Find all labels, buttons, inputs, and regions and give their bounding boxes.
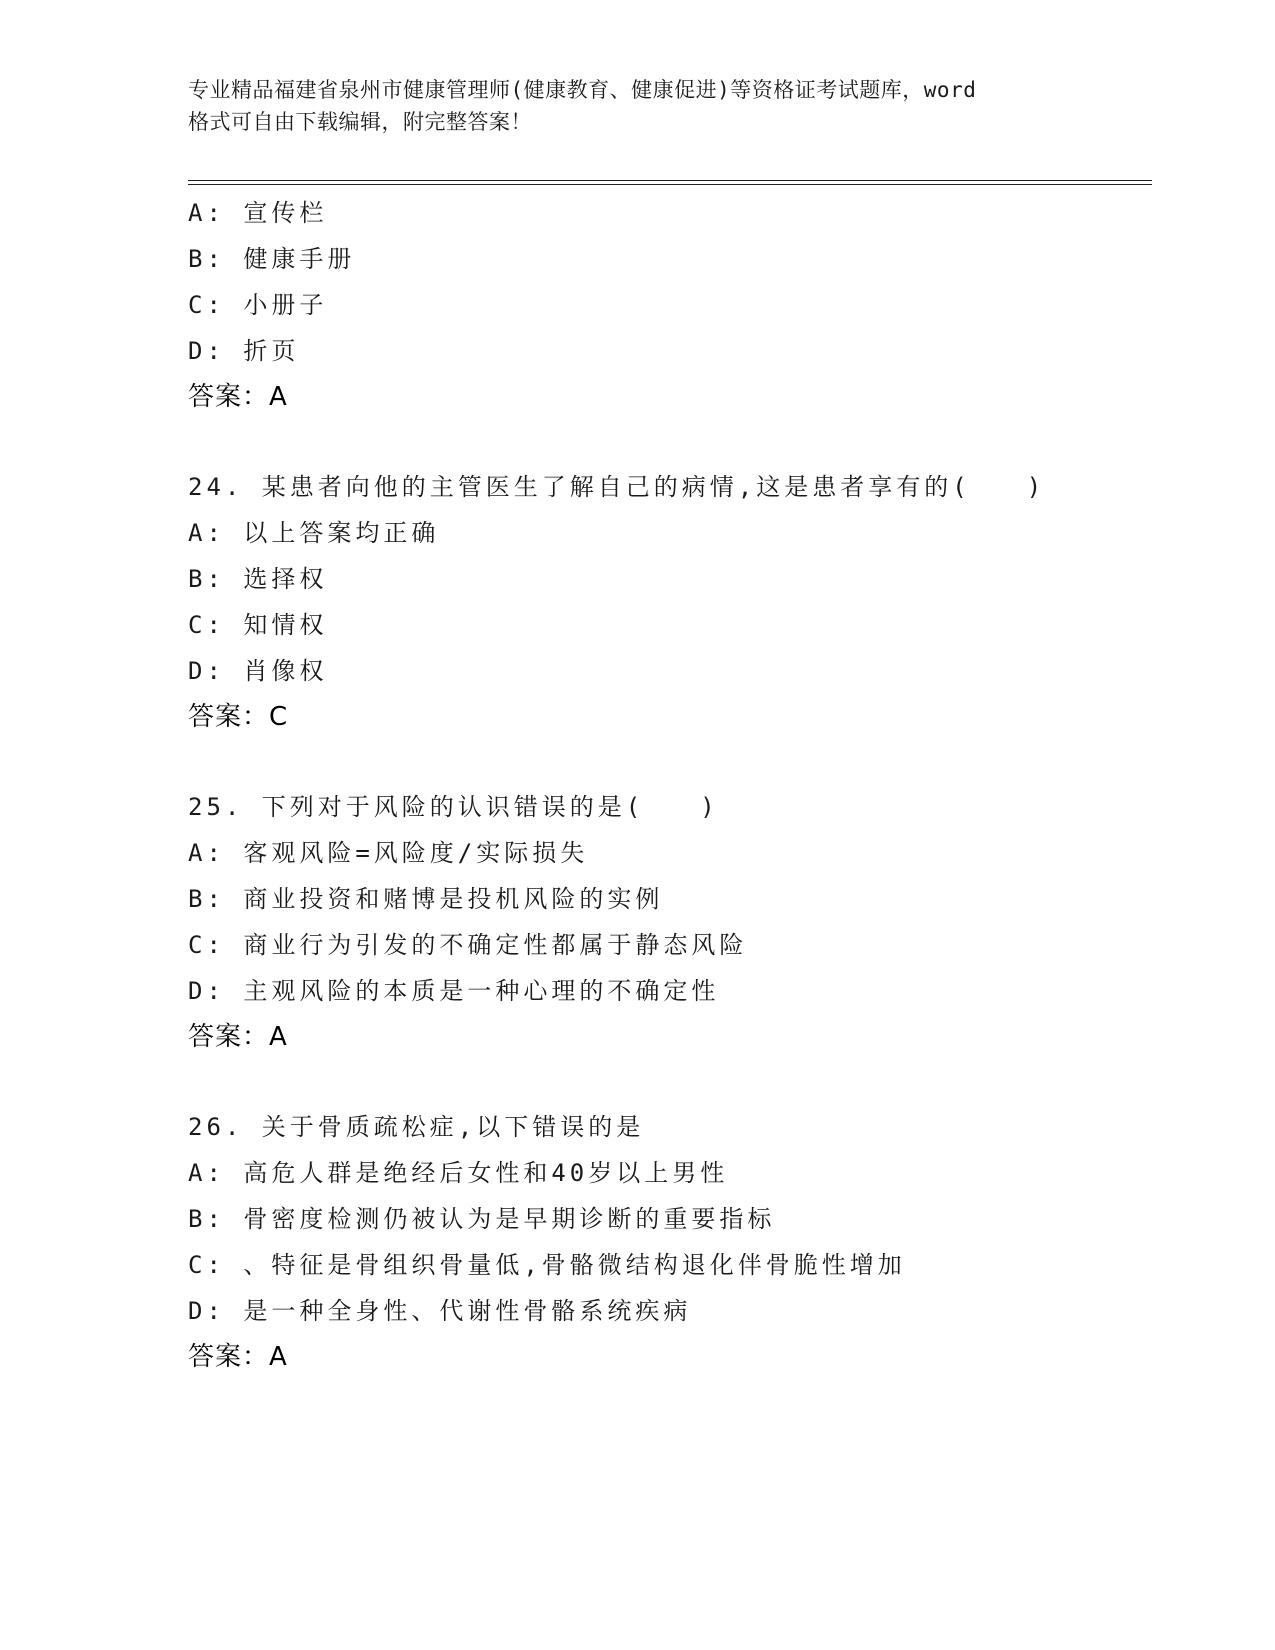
header-divider-bottom: [188, 184, 1152, 185]
option-b: B: 选择权: [188, 565, 328, 593]
option-b: B: 骨密度检测仍被认为是早期诊断的重要指标: [188, 1205, 776, 1233]
question-block: [188, 784, 1152, 1060]
document-header: [188, 74, 1088, 138]
option-b: B: 健康手册: [188, 245, 356, 273]
option-b: B: 商业投资和赌博是投机风险的实例: [188, 885, 664, 913]
answer-line: 答案：C: [188, 702, 289, 732]
option-c: C: 小册子: [188, 291, 328, 319]
option-d: D: 肖像权: [188, 657, 328, 685]
option-d: D: 主观风险的本质是一种心理的不确定性: [188, 977, 720, 1005]
option-a: A: 以上答案均正确: [188, 519, 440, 547]
option-a: A: 宣传栏: [188, 199, 328, 227]
option-a: A: 客观风险=风险度/实际损失: [188, 839, 589, 867]
answer-line: 答案：A: [188, 1342, 288, 1372]
option-c: C: 知情权: [188, 611, 328, 639]
header-line-1: 专业精品福建省泉州市健康管理师(健康教育、健康促进)等资格证考试题库，word: [188, 78, 977, 102]
question-text: 24. 某患者向他的主管医生了解自己的病情,这是患者享有的( ): [188, 473, 1046, 501]
header-line-2: 格式可自由下载编辑，附完整答案！: [188, 110, 532, 134]
option-d: D: 是一种全身性、代谢性骨骼系统疾病: [188, 1297, 692, 1325]
question-block: [188, 464, 1152, 740]
option-c: C: 、特征是骨组织骨量低,骨骼微结构退化伴骨脆性增加: [188, 1251, 906, 1279]
header-divider-top: [188, 180, 1152, 181]
option-a: A: 高危人群是绝经后女性和40岁以上男性: [188, 1159, 729, 1187]
question-block: [188, 190, 1152, 420]
question-block: [188, 1104, 1152, 1380]
question-list: [188, 190, 1152, 1380]
question-text: 25. 下列对于风险的认识错误的是( ): [188, 793, 719, 821]
option-c: C: 商业行为引发的不确定性都属于静态风险: [188, 931, 748, 959]
answer-line: 答案：A: [188, 1022, 288, 1052]
option-d: D: 折页: [188, 337, 300, 365]
question-text: 26. 关于骨质疏松症,以下错误的是: [188, 1113, 645, 1141]
answer-line: 答案：A: [188, 382, 288, 412]
